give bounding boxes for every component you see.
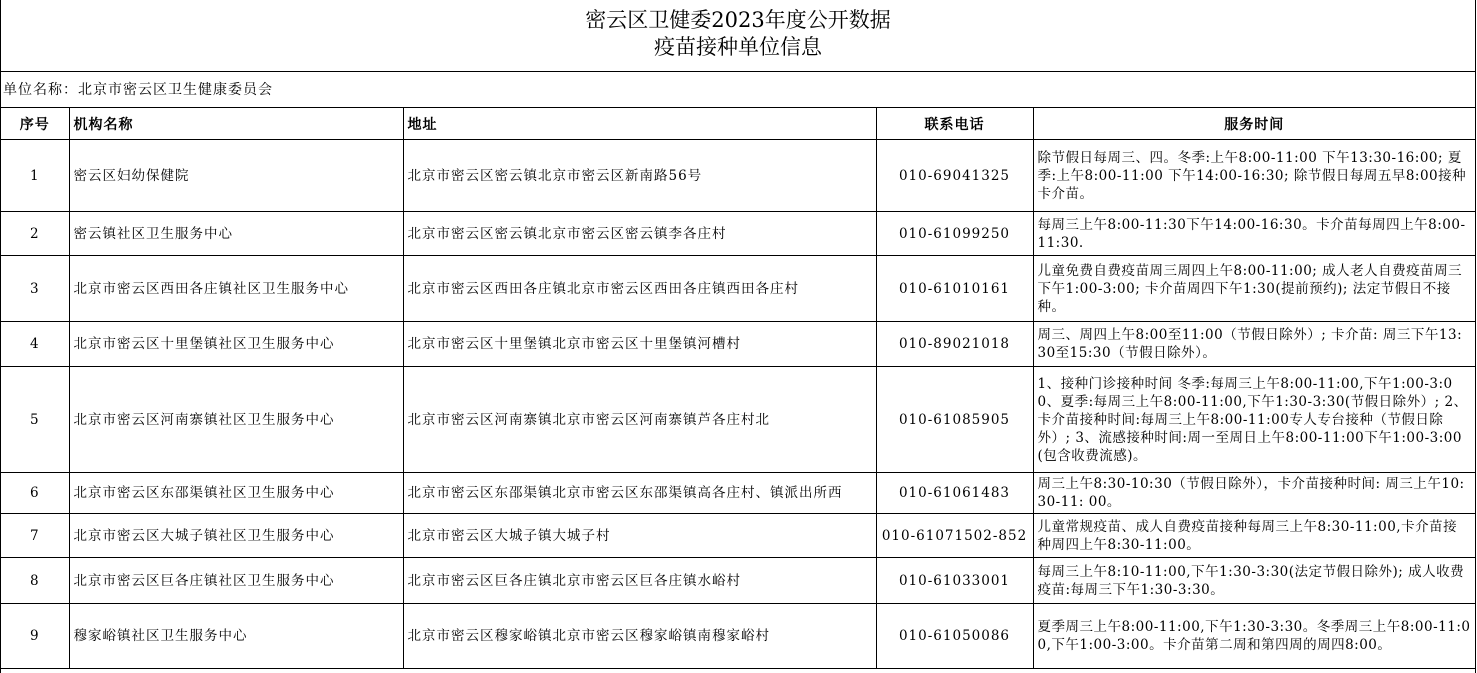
table-row — [1, 322, 1475, 367]
table-row — [1, 212, 1475, 256]
title-line-1: 密云区卫健委2023年度公开数据 — [585, 8, 891, 32]
cell-hours[interactable]: 每周三上午8:10-11:00,下午1:30-3:30(法定节假日除外); 成人收费疫苗:每周三下午1:30-3:30。 — [1033, 558, 1475, 604]
cell-index[interactable]: 1 — [1, 140, 69, 212]
cell-hours[interactable]: 周三上午8:30-10:30（节假日除外），卡介苗接种时间: 周三上午10:30-11: 00。 — [1033, 473, 1475, 514]
title-line-2: 疫苗接种单位信息 — [654, 35, 822, 59]
vaccination-table — [1, 108, 1475, 669]
cell-index[interactable]: 6 — [1, 473, 69, 514]
header-phone[interactable]: 联系电话 — [876, 108, 1033, 140]
sheet-title — [1, 0, 1475, 72]
cell-address[interactable]: 北京市密云区密云镇北京市密云区新南路56号 — [403, 140, 876, 212]
cell-hours[interactable]: 夏季周三上午8:00-11:00,下午1:30-3:30。冬季周三上午8:00-11:00,下午1:00-3:00。卡介苗第二周和第四周的周四8:00。 — [1033, 604, 1475, 669]
cell-address[interactable]: 北京市密云区密云镇北京市密云区密云镇李各庄村 — [403, 212, 876, 256]
cell-address[interactable]: 北京市密云区河南寨镇北京市密云区河南寨镇芦各庄村北 — [403, 367, 876, 473]
cell-phone[interactable]: 010-61071502-852 — [876, 514, 1033, 558]
cell-name[interactable]: 北京市密云区西田各庄镇社区卫生服务中心 — [69, 256, 403, 322]
cell-address[interactable]: 北京市密云区穆家峪镇北京市密云区穆家峪镇南穆家峪村 — [403, 604, 876, 669]
cell-index[interactable]: 7 — [1, 514, 69, 558]
cell-address[interactable]: 北京市密云区东邵渠镇北京市密云区东邵渠镇高各庄村、镇派出所西 — [403, 473, 876, 514]
header-address[interactable]: 地址 — [403, 108, 876, 140]
table-row — [1, 140, 1475, 212]
cell-index[interactable]: 9 — [1, 604, 69, 669]
table-row — [1, 558, 1475, 604]
cell-index[interactable]: 3 — [1, 256, 69, 322]
cell-index[interactable]: 5 — [1, 367, 69, 473]
table-row — [1, 473, 1475, 514]
cell-phone[interactable]: 010-61099250 — [876, 212, 1033, 256]
cell-phone[interactable]: 010-61085905 — [876, 367, 1033, 473]
cell-address[interactable]: 北京市密云区西田各庄镇北京市密云区西田各庄镇西田各庄村 — [403, 256, 876, 322]
cell-hours[interactable]: 除节假日每周三、四。冬季:上午8:00-11:00 下午13:30-16:00; 夏季:上午8:00-11:00 下午14:00-16:30; 除节假日每周五早8:00接种卡介苗。 — [1033, 140, 1475, 212]
cell-name[interactable]: 北京市密云区巨各庄镇社区卫生服务中心 — [69, 558, 403, 604]
cell-index[interactable]: 2 — [1, 212, 69, 256]
cell-name[interactable]: 北京市密云区河南寨镇社区卫生服务中心 — [69, 367, 403, 473]
cell-name[interactable]: 穆家峪镇社区卫生服务中心 — [69, 604, 403, 669]
cell-hours[interactable]: 儿童常规疫苗、成人自费疫苗接种每周三上午8:30-11:00,卡介苗接种周四上午8:30-11:00。 — [1033, 514, 1475, 558]
cell-phone[interactable]: 010-61010161 — [876, 256, 1033, 322]
cell-phone[interactable]: 010-61033001 — [876, 558, 1033, 604]
table-row — [1, 514, 1475, 558]
cell-phone[interactable]: 010-69041325 — [876, 140, 1033, 212]
cell-hours[interactable]: 每周三上午8:00-11:30下午14:00-16:30。卡介苗每周四上午8:00-11:30. — [1033, 212, 1475, 256]
cell-address[interactable]: 北京市密云区十里堡镇北京市密云区十里堡镇河槽村 — [403, 322, 876, 367]
cell-name[interactable]: 北京市密云区东邵渠镇社区卫生服务中心 — [69, 473, 403, 514]
cell-hours[interactable]: 周三、周四上午8:00至11:00（节假日除外）; 卡介苗: 周三下午13:30至15:30（节假日除外）。 — [1033, 322, 1475, 367]
cell-name[interactable]: 北京市密云区十里堡镇社区卫生服务中心 — [69, 322, 403, 367]
cell-hours[interactable]: 儿童免费自费疫苗周三周四上午8:00-11:00; 成人老人自费疫苗周三下午1:00-3:00; 卡介苗周四下午1:30(提前预约); 法定节假日不接种。 — [1033, 256, 1475, 322]
table-row — [1, 604, 1475, 669]
header-name[interactable]: 机构名称 — [69, 108, 403, 140]
table-row — [1, 367, 1475, 473]
table-row — [1, 256, 1475, 322]
cell-name[interactable]: 密云区妇幼保健院 — [69, 140, 403, 212]
cell-address[interactable]: 北京市密云区大城子镇大城子村 — [403, 514, 876, 558]
header-hours[interactable]: 服务时间 — [1033, 108, 1475, 140]
header-index[interactable]: 序号 — [1, 108, 69, 140]
cell-address[interactable]: 北京市密云区巨各庄镇北京市密云区巨各庄镇水峪村 — [403, 558, 876, 604]
cell-phone[interactable]: 010-61061483 — [876, 473, 1033, 514]
cell-phone[interactable]: 010-61050086 — [876, 604, 1033, 669]
unit-name-row: 单位名称：北京市密云区卫生健康委员会 — [1, 72, 1475, 108]
cell-name[interactable]: 密云镇社区卫生服务中心 — [69, 212, 403, 256]
table-header-row — [1, 108, 1475, 140]
cell-phone[interactable]: 010-89021018 — [876, 322, 1033, 367]
cell-hours[interactable]: 1、接种门诊接种时间 冬季:每周三上午8:00-11:00,下午1:00-3:00、夏季:每周三上午8:00-11:00,下午1:30-3:30(节假日除外）; 2、卡介苗接种时间:每周三上午8:00-11:00专人专台接种（节假日除外）; 3、流感接种时间:周一至周日上午8:00-11:00下午1:00-3:00(包含收费流感)。 — [1033, 367, 1475, 473]
cell-index[interactable]: 8 — [1, 558, 69, 604]
cell-name[interactable]: 北京市密云区大城子镇社区卫生服务中心 — [69, 514, 403, 558]
cell-index[interactable]: 4 — [1, 322, 69, 367]
